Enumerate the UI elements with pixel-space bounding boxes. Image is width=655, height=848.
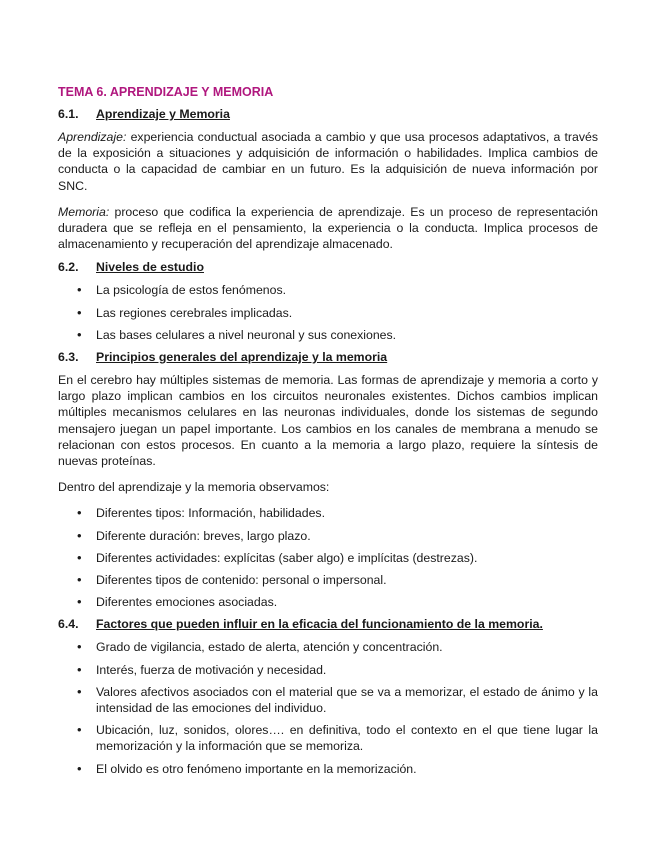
definition-text: experiencia conductual asociada a cambio y que usa procesos adaptativos, a través de la exposición a situaciones y adquisición de información o habilidades. Implica cambios de conducta o la capacidad de cambiar en un futuro. Es la adquisición de nueva información por SNC.	[58, 130, 598, 193]
section-title: Aprendizaje y Memoria	[96, 107, 230, 121]
list-item: • Diferentes tipos: Información, habilidades.	[58, 505, 598, 521]
section-title: Niveles de estudio	[96, 260, 204, 275]
list-item: • Grado de vigilancia, estado de alerta, atención y concentración.	[58, 639, 598, 655]
section-heading-6-2	[58, 259, 598, 275]
term-aprendizaje: Aprendizaje:	[58, 130, 127, 144]
section-title: Principios generales del aprendizaje y la memoria	[96, 350, 388, 365]
list-item: • Diferentes actividades: explícitas (saber algo) e implícitas (destrezas).	[58, 550, 598, 566]
document-page	[58, 84, 598, 783]
document-title: TEMA 6. APRENDIZAJE Y MEMORIA	[58, 85, 274, 99]
paragraph-principios: En el cerebro hay múltiples sistemas de memoria. Las formas de aprendizaje y memoria a corto y largo plazo implican cambios en los circuitos neuronales existentes. Dichos cambios implican múltiples mecanismos celulares en las neuronas individuales, donde los sistemas de segundo mensajero juegan un papel importante. Los cambios en los canales de membrana a menudo se relacionan con estos procesos. En cuanto a la memoria a largo plazo, requiere la síntesis de nuevas proteínas.	[58, 373, 598, 469]
section-heading-6-1	[58, 106, 598, 122]
section-number: 6.4.	[58, 617, 79, 632]
section-number: 6.2.	[58, 260, 79, 275]
list-item: • Diferente duración: breves, largo plazo.	[58, 528, 598, 544]
section-number: 6.3.	[58, 350, 79, 365]
list-item: • Interés, fuerza de motivación y necesidad.	[58, 662, 598, 678]
definition-text: proceso que codifica la experiencia de aprendizaje. Es un proceso de representación duradera que se refleja en el pensamiento, la experiencia o la conducta. Implica procesos de almacenamiento y recuperación del aprendizaje almacenado.	[58, 204, 598, 252]
list-item: • Las regiones cerebrales implicadas.	[58, 305, 598, 321]
section-heading-6-4	[58, 616, 598, 632]
list-item: • El olvido es otro fenómeno importante en la memorización.	[58, 761, 598, 777]
list-item: • Diferentes emociones asociadas.	[58, 594, 598, 610]
paragraph-intro-list: Dentro del aprendizaje y la memoria observamos:	[58, 480, 330, 495]
list-item: • La psicología de estos fenómenos.	[58, 282, 598, 298]
list-item: • Valores afectivos asociados con el material que se va a memorizar, el estado de ánimo y la intensidad de las emociones del individuo.	[58, 684, 598, 716]
list-item: • Diferentes tipos de contenido: personal o impersonal.	[58, 572, 598, 588]
list-item: • Ubicación, luz, sonidos, olores…. en definitiva, todo el contexto en el que tiene lugar la memorización y la información que se memoriza.	[58, 722, 598, 754]
bullet-list-principios	[58, 505, 598, 610]
term-memoria: Memoria:	[58, 204, 110, 219]
section-heading-6-3	[58, 349, 598, 365]
bullet-list-niveles	[58, 282, 598, 343]
section-title: Factores que pueden influir en la eficacia del funcionamiento de la memoria.	[96, 617, 543, 632]
definition-aprendizaje	[58, 129, 598, 194]
bullet-list-factores	[58, 639, 598, 776]
definition-memoria	[58, 204, 598, 253]
list-item: • Las bases celulares a nivel neuronal y sus conexiones.	[58, 327, 598, 343]
section-number: 6.1.	[58, 107, 79, 121]
